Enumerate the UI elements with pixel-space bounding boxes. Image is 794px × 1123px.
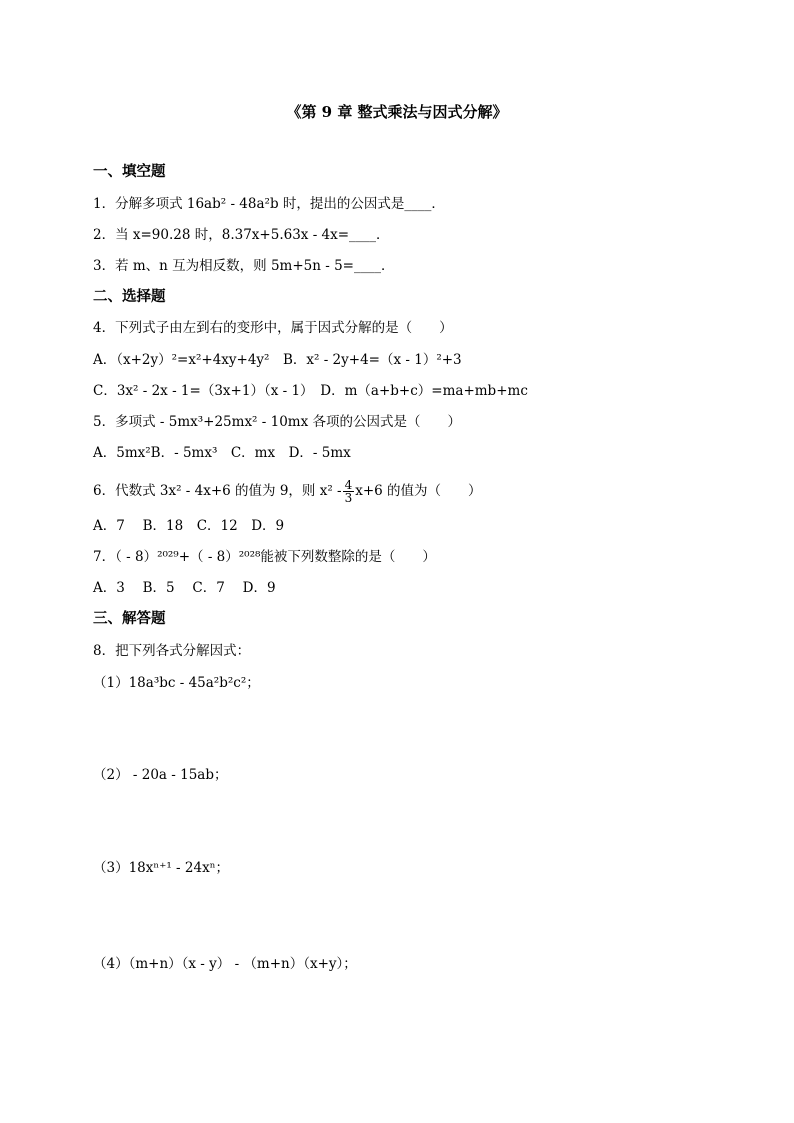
question-7-options: A．3 B．5 C．7 D．9 (93, 580, 276, 596)
question-8-part-2: （2） - 20a - 15ab； (93, 767, 228, 783)
question-5: 5．多项式 - 5mx³+25mx² - 10mx 各项的公因式是（ ） (93, 414, 461, 430)
question-4-options-ab: A．（x+2y）²=x²+4xy+4y² B．x² - 2y+4=（x - 1）²+3 (93, 352, 462, 368)
fraction-denominator: 3 (344, 491, 353, 505)
document-title: 《第 9 章 整式乘法与因式分解》 (286, 103, 508, 121)
section-multiple-choice: 二、选择题 (93, 288, 166, 305)
question-8-part-3: （3）18xⁿ⁺¹ - 24xⁿ； (93, 860, 230, 876)
question-6-options: A．7 B．18 C．12 D．9 (93, 518, 285, 534)
question-8: 8．把下列各式分解因式： (93, 643, 251, 659)
question-8-part-1: （1）18a³bc - 45a²b²c²； (93, 675, 260, 691)
section-fill-blank: 一、填空题 (93, 163, 166, 180)
question-1: 1．分解多项式 16ab² - 48a²b 时，提出的公因式是____． (93, 196, 445, 212)
question-5-options: A．5mx²B．- 5mx³ C．mx D．- 5mx (93, 445, 351, 461)
question-3: 3．若 m、n 互为相反数，则 5m+5n - 5=____． (93, 258, 395, 274)
question-6-text-after: x+6 的值为（ ） (355, 483, 482, 499)
question-4-options-cd: C．3x² - 2x - 1=（3x+1）（x - 1） D．m（a+b+c）=ma+mb+mc (93, 383, 528, 399)
question-4: 4．下列式子由左到右的变形中，属于因式分解的是（ ） (93, 320, 453, 336)
question-6 (93, 478, 482, 504)
question-6-text-before: 6．代数式 3x² - 4x+6 的值为 9，则 x² - (93, 483, 342, 499)
question-8-part-4: （4）（m+n）（x - y） - （m+n）（x+y）； (93, 956, 357, 972)
question-2: 2．当 x=90.28 时，8.37x+5.63x - 4x=____． (93, 227, 390, 243)
fraction-numerator: 4 (344, 478, 353, 492)
question-7: 7．（ - 8）²⁰²⁹+（ - 8）²⁰²⁸能被下列数整除的是（ ） (93, 549, 436, 565)
section-problems: 三、解答题 (93, 610, 166, 627)
fraction-four-thirds (343, 479, 355, 504)
